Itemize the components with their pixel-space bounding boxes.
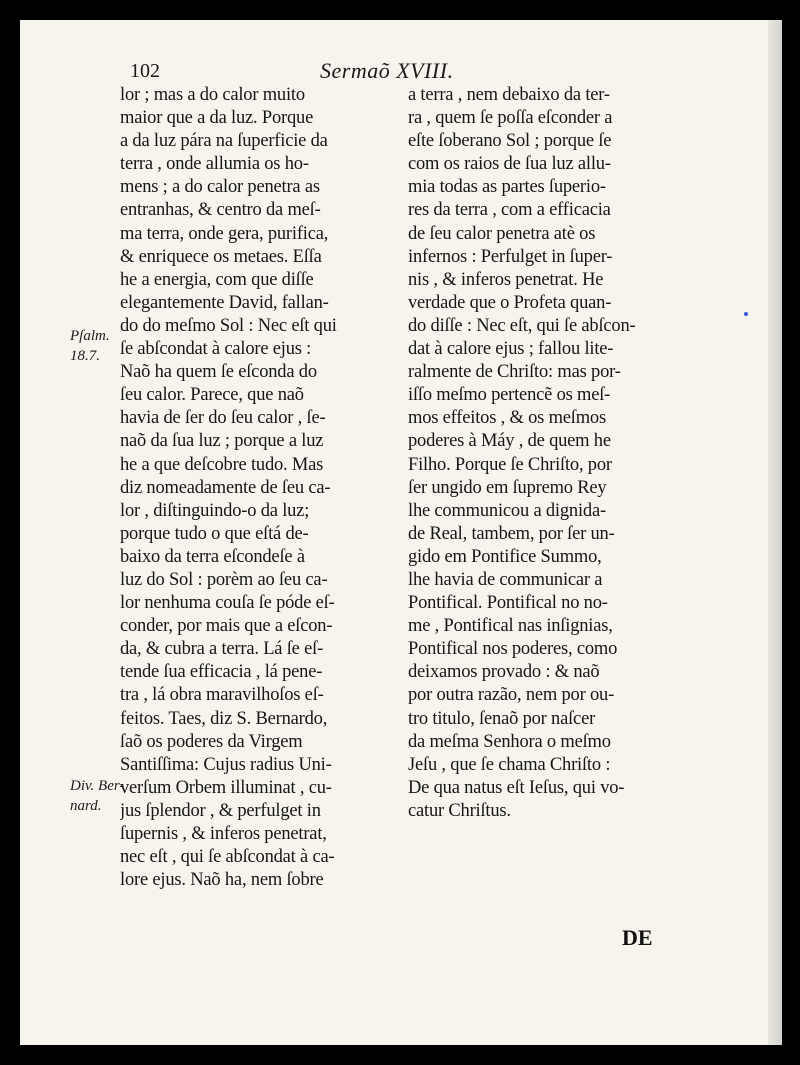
- text-line: mia todas as partes ſuperio-: [408, 177, 606, 198]
- text-line: Pontifical. Pontifical no no-: [408, 593, 608, 614]
- text-line: de ſeu calor penetra atè os: [408, 223, 596, 244]
- text-line: conder, por mais que a eſcon-: [120, 616, 333, 637]
- text-line: verdade que o Profeta quan-: [408, 292, 612, 313]
- text-line: a da luz pára na ſuperficie da: [120, 131, 328, 152]
- text-line: ſer ungido em ſupremo Rey: [408, 477, 607, 498]
- text-line: ſeu calor. Parece, que naõ: [120, 385, 304, 406]
- text-line: Santiſſima: Cujus radius Uni-: [120, 754, 332, 775]
- page-number: 102: [130, 60, 160, 82]
- text-line: Filho. Porque ſe Chriſto, por: [408, 454, 612, 475]
- text-line: luz do Sol : porèm ao ſeu ca-: [120, 569, 328, 590]
- page-edge: [768, 20, 782, 1045]
- text-line: ralmente de Chriſto: mas por-: [408, 362, 621, 383]
- text-line: diz nomeadamente de ſeu ca-: [120, 477, 331, 498]
- text-line: nec eſt , qui ſe abſcondat à ca-: [120, 847, 335, 868]
- text-line: da, & cubra a terra. Lá ſe eſ-: [120, 639, 324, 660]
- text-line: porque tudo o que eſtá de-: [120, 523, 309, 544]
- text-line: verſum Orbem illuminat , cu-: [120, 777, 332, 798]
- text-line: elegantemente David, fallan-: [120, 292, 329, 313]
- text-line: he a energia, com que diſſe: [120, 269, 314, 290]
- text-line: res da terra , com a efficacia: [408, 200, 611, 221]
- text-line: lor ; mas a do calor muito: [120, 85, 305, 105]
- text-line: tende ſua efficacia , lá pene-: [120, 662, 323, 683]
- text-line: infernos : Perfulget in ſuper-: [408, 246, 613, 267]
- text-line: eſte ſoberano Sol ; porque ſe: [408, 131, 612, 152]
- text-line: nis , & inferos penetrat. He: [408, 269, 604, 290]
- left-column: [120, 84, 390, 892]
- text-line: ma terra, onde gera, purifica,: [120, 223, 329, 244]
- text-line: deixamos provado : & naõ: [408, 662, 600, 683]
- text-line: Pontifical nos poderes, como: [408, 639, 618, 660]
- text-line: ra , quem ſe poſſa eſconder a: [408, 108, 613, 129]
- ink-speck: [744, 312, 748, 316]
- text-line: entranhas, & centro da meſ-: [120, 200, 321, 221]
- text-line: jus ſplendor , & perfulget in: [120, 800, 321, 821]
- text-line: Naõ ha quem ſe eſconda do: [120, 362, 317, 383]
- text-line: havia de ſer do ſeu calor , ſe-: [120, 408, 326, 429]
- catchword: DE: [622, 925, 653, 950]
- running-title: Sermaõ XVIII.: [320, 58, 454, 83]
- text-line: por outra razão, nem por ou-: [408, 685, 615, 706]
- text-line: ſaõ os poderes da Virgem: [120, 731, 303, 752]
- right-column: [408, 84, 683, 823]
- text-line: lore ejus. Naõ ha, nem ſobre: [120, 870, 324, 891]
- text-line: me , Pontifical nas inſignias,: [408, 616, 613, 637]
- text-line: tro titulo, ſenaõ por naſcer: [408, 708, 596, 729]
- text-line: feitos. Taes, diz S. Bernardo,: [120, 708, 328, 729]
- text-line: baixo da terra eſcondeſe à: [120, 546, 305, 567]
- text-line: ſupernis , & inferos penetrat,: [120, 824, 327, 844]
- text-line: mens ; a do calor penetra as: [120, 177, 320, 198]
- text-line: lor nenhuma couſa ſe póde eſ-: [120, 593, 335, 614]
- text-line: de Real, tambem, por ſer un-: [408, 523, 615, 544]
- text-line: lor , diſtinguindo-o da luz;: [120, 500, 310, 521]
- text-line: catur Chriſtus.: [408, 800, 511, 821]
- text-line: da meſma Senhora o meſmo: [408, 731, 611, 752]
- text-line: dat à calore ejus ; fallou lite-: [408, 339, 614, 360]
- text-line: he a que deſcobre tudo. Mas: [120, 454, 324, 475]
- text-line: gido em Pontifice Summo,: [408, 546, 602, 567]
- text-line: ſe abſcondat à calore ejus :: [120, 339, 312, 360]
- text-line: mos effeitos , & os meſmos: [408, 408, 606, 429]
- text-line: com os raios de ſua luz allu-: [408, 154, 611, 175]
- margin-note-psalm: Pſalm. 18.7.: [70, 328, 110, 364]
- text-line: lhe havia de communicar a: [408, 569, 603, 590]
- text-line: maior que a da luz. Porque: [120, 108, 314, 129]
- text-line: do diſſe : Nec eſt, qui ſe abſcon-: [408, 315, 636, 336]
- text-line: a terra , nem debaixo da ter-: [408, 85, 610, 105]
- book-page: [20, 20, 782, 1045]
- text-line: do do meſmo Sol : Nec eſt qui: [120, 315, 337, 336]
- text-line: & enriquece os metaes. Eſſa: [120, 246, 322, 267]
- margin-note-bernard: Div. Ber- nard.: [70, 778, 125, 814]
- text-line: Jeſu , que ſe chama Chriſto :: [408, 754, 611, 775]
- text-line: iſſo meſmo pertencẽ os meſ-: [408, 385, 611, 406]
- text-line: tra , lá obra maravilhoſos eſ-: [120, 685, 324, 706]
- text-line: naõ da ſua luz ; porque a luz: [120, 431, 324, 452]
- text-line: lhe communicou a dignida-: [408, 500, 606, 521]
- text-line: terra , onde allumia os ho-: [120, 154, 309, 175]
- text-line: poderes à Máy , de quem he: [408, 431, 611, 452]
- text-line: De qua natus eſt Ieſus, qui vo-: [408, 777, 625, 798]
